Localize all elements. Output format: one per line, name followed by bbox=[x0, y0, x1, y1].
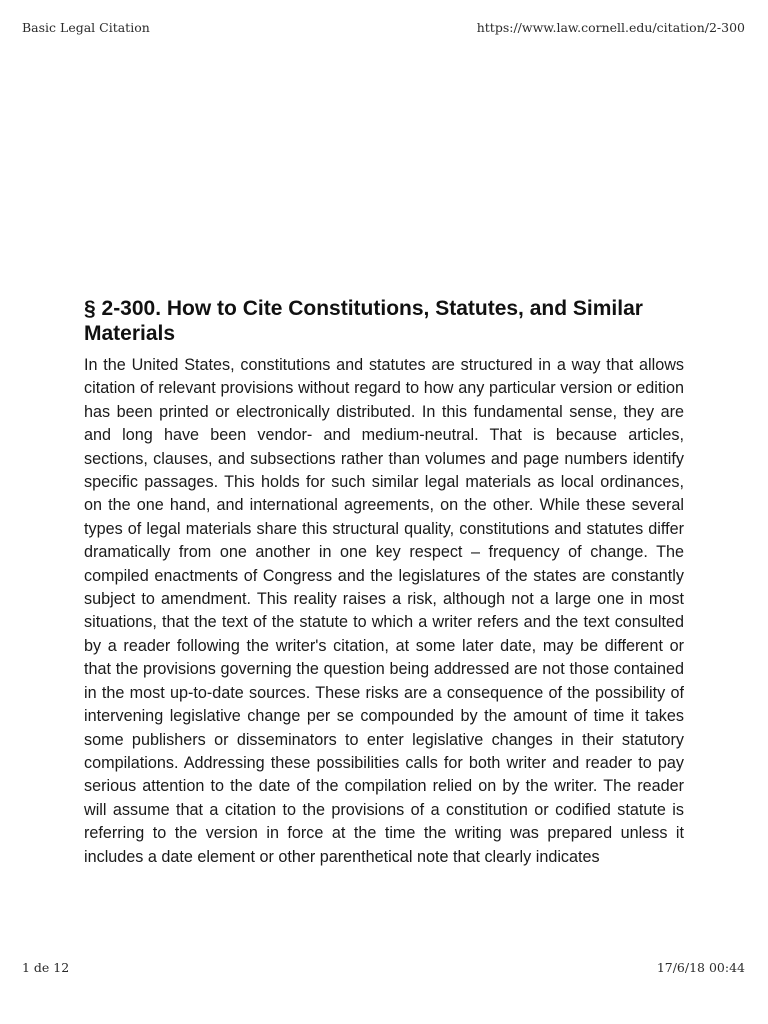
print-header-title: Basic Legal Citation bbox=[22, 20, 150, 35]
print-timestamp: 17/6/18 00:44 bbox=[656, 960, 745, 975]
body-paragraph: In the United States, constitutions and statutes are structured in a way that allows citation of relevant provisions without regard to how any particular version or edition has been printed or electronically distributed. In this fundamental sense, they are and long have been vendor- and medium-neutral. That is because articles, sections, clauses, and subsections rather than volumes and page numbers identify specific passages. This holds for such similar legal materials as local ordinances, on the one hand, and international agreements, on the other. While these several types of legal materials share this structural quality, constitutions and statutes differ dramatically from one another in one key respect – frequency of change. The compiled enactments of Congress and the legislatures of the states are constantly subject to amendment. This reality raises a risk, although not a large one in most situations, that the text of the statute to which a writer refers and the text consulted by a reader following the writer's citation, at some later date, may be different or that the provisions governing the question being addressed are not those contained in the most up-to-date sources. These risks are a consequence of the possibility of intervening legislative change per se compounded by the amount of time it takes some publishers or disseminators to enter legislative changes in their statutory compilations. Addressing these possibilities calls for both writer and reader to pay serious attention to the date of the compilation relied on by the writer. The reader will assume that a citation to the provisions of a constitution or codified statute is referring to the version in force at the time the writing was prepared unless it includes a date element or other parenthetical note that clearly indicates bbox=[84, 356, 684, 866]
article-content bbox=[84, 296, 684, 916]
section-heading: § 2-300. How to Cite Constitutions, Statutes, and Similar Materials bbox=[84, 297, 643, 345]
print-header-url: https://www.law.cornell.edu/citation/2-300 bbox=[476, 20, 745, 35]
page-indicator: 1 de 12 bbox=[22, 960, 70, 975]
